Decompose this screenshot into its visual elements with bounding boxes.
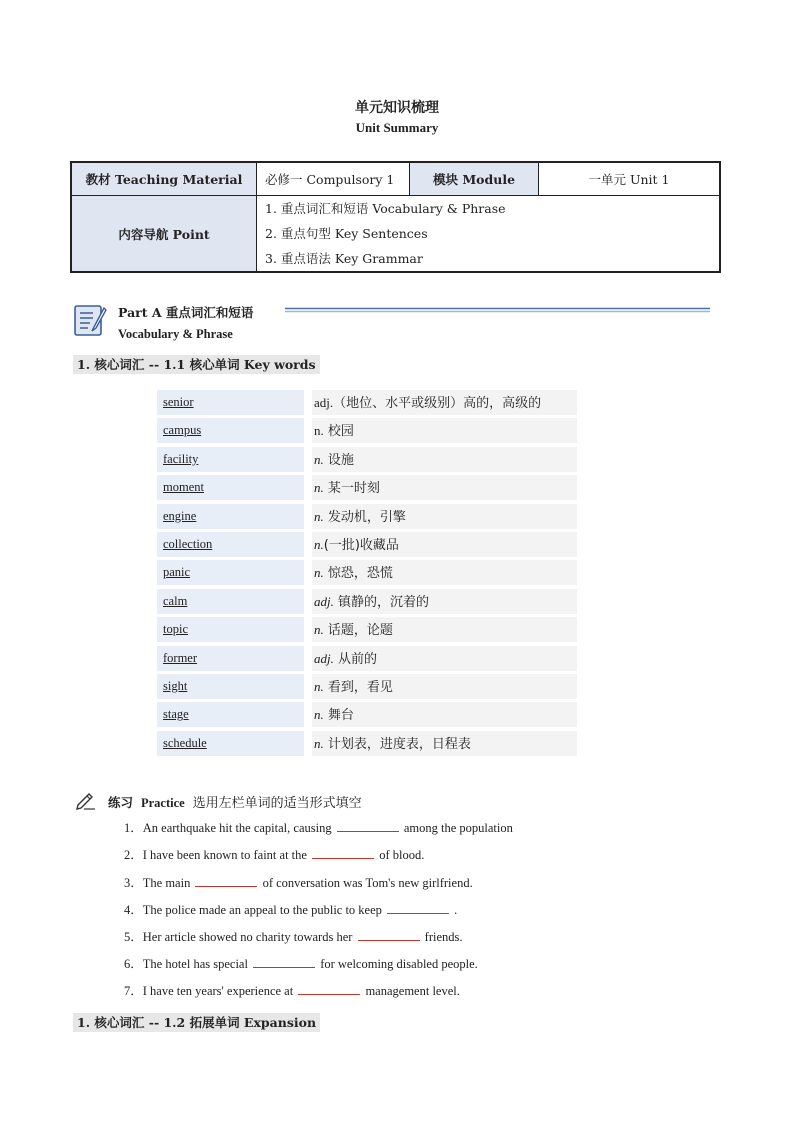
vocab-row bbox=[157, 416, 577, 444]
exercise-text-before: An earthquake hit the capital, causing bbox=[142, 821, 332, 835]
vocab-pos: n. bbox=[314, 423, 324, 439]
part-a-title: Part A 重点词汇和短语 bbox=[118, 305, 254, 320]
exercise-item bbox=[124, 873, 473, 891]
exercise-number: 3． bbox=[124, 876, 143, 890]
exercise-text-after: of conversation was Tom's new girlfriend. bbox=[262, 876, 473, 890]
vocab-pos: n. bbox=[314, 480, 324, 496]
vocab-definition bbox=[312, 475, 577, 500]
exercise-item bbox=[124, 818, 513, 836]
vocab-meaning: 从前的 bbox=[333, 651, 378, 667]
vocab-pos: n. bbox=[314, 622, 324, 638]
vocab-definition bbox=[312, 532, 577, 557]
material-label: 教材 Teaching Material bbox=[71, 162, 257, 196]
vocab-pos: n. bbox=[314, 678, 324, 694]
answer-blank[interactable] bbox=[387, 902, 449, 914]
vocab-row bbox=[157, 388, 577, 416]
vocab-definition bbox=[312, 390, 577, 415]
vocab-pos: adj. bbox=[314, 650, 334, 666]
vocab-definition bbox=[312, 447, 577, 472]
exercise-text-before: I have been known to faint at the bbox=[142, 848, 307, 862]
module-label: 模块 Module bbox=[410, 162, 539, 196]
vocab-row bbox=[157, 700, 577, 728]
vocab-word: sight bbox=[157, 674, 304, 699]
vocab-definition bbox=[312, 702, 577, 727]
vocab-word: engine bbox=[157, 504, 304, 529]
vocab-word: senior bbox=[157, 390, 304, 415]
exercise-text-after: for welcoming disabled people. bbox=[320, 957, 478, 971]
vocab-word: former bbox=[157, 646, 304, 671]
vocab-meaning: 计划表，进度表，日程表 bbox=[323, 736, 471, 752]
answer-blank[interactable] bbox=[253, 956, 315, 968]
vocab-word: schedule bbox=[157, 731, 304, 756]
page-subtitle: Unit Summary bbox=[355, 120, 439, 135]
vocab-row bbox=[157, 445, 577, 473]
practice-instruction: 选用左栏单词的适当形式填空 bbox=[192, 796, 362, 811]
vocab-definition bbox=[312, 504, 577, 529]
practice-label-en: Practice bbox=[140, 796, 185, 810]
vocab-pos: n. bbox=[314, 707, 324, 723]
practice-title bbox=[108, 792, 362, 811]
vocab-meaning: 惊恐，恐慌 bbox=[323, 566, 393, 582]
vocab-meaning: 话题，论题 bbox=[323, 623, 393, 639]
vocab-definition bbox=[312, 589, 577, 614]
point-item: 2. 重点句型 Key Sentences bbox=[265, 226, 428, 241]
vocab-pos: n. bbox=[314, 565, 324, 581]
vocab-row bbox=[157, 587, 577, 615]
decorative-rule bbox=[285, 307, 710, 313]
exercise-number: 2． bbox=[124, 848, 143, 862]
exercise-number: 1． bbox=[124, 821, 143, 835]
vocab-row bbox=[157, 530, 577, 558]
section-heading-keywords: 1. 核心词汇 -- 1.1 核心单词 Key words bbox=[73, 355, 320, 374]
exercise-text-before: The hotel has special bbox=[142, 957, 248, 971]
exercise-text-after: of blood. bbox=[379, 848, 425, 862]
material-value: 必修一 Compulsory 1 bbox=[257, 162, 410, 196]
vocab-meaning: (一批)收藏品 bbox=[323, 537, 399, 553]
answer-blank[interactable] bbox=[298, 983, 360, 995]
page-title: 单元知识梳理 bbox=[355, 100, 439, 116]
exercise-item bbox=[124, 900, 457, 918]
vocab-meaning: 设施 bbox=[323, 452, 354, 468]
info-table bbox=[70, 161, 721, 273]
vocab-row bbox=[157, 558, 577, 586]
exercise-item bbox=[124, 981, 460, 999]
practice-label: 练习 bbox=[108, 795, 134, 810]
exercise-number: 7． bbox=[124, 984, 143, 998]
vocab-definition bbox=[312, 674, 577, 699]
answer-blank[interactable] bbox=[337, 820, 399, 832]
vocab-meaning: 某一时刻 bbox=[323, 481, 380, 497]
vocab-definition bbox=[312, 418, 577, 443]
exercise-text-before: Her article showed no charity towards her bbox=[142, 930, 353, 944]
vocab-row bbox=[157, 502, 577, 530]
vocab-meaning: 舞台 bbox=[323, 708, 354, 724]
exercise-text-before: I have ten years' experience at bbox=[142, 984, 294, 998]
vocab-meaning: 看到，看见 bbox=[323, 679, 393, 695]
answer-blank[interactable] bbox=[195, 875, 257, 887]
exercise-item bbox=[124, 927, 463, 945]
exercise-item bbox=[124, 845, 424, 863]
point-list bbox=[257, 196, 721, 273]
answer-blank[interactable] bbox=[312, 847, 374, 859]
section-heading-expansion: 1. 核心词汇 -- 1.2 拓展单词 Expansion bbox=[73, 1013, 320, 1032]
pencil-icon bbox=[74, 790, 96, 810]
vocab-definition bbox=[312, 646, 577, 671]
vocab-pos: adj. bbox=[314, 395, 334, 410]
vocab-definition bbox=[312, 617, 577, 642]
vocab-pos: adj. bbox=[314, 593, 334, 609]
vocab-pos: n. bbox=[314, 508, 324, 524]
vocab-pos: n. bbox=[314, 735, 324, 751]
vocab-word: campus bbox=[157, 418, 304, 443]
vocab-word: topic bbox=[157, 617, 304, 642]
vocab-definition bbox=[312, 560, 577, 585]
exercise-number: 5． bbox=[124, 930, 143, 944]
point-label: 内容导航 Point bbox=[71, 196, 257, 273]
vocab-meaning: （地位、水平或级别）高的，高级的 bbox=[333, 396, 542, 411]
vocab-meaning: 镇静的，沉着的 bbox=[333, 594, 430, 610]
vocab-pos: n. bbox=[314, 451, 324, 467]
exercise-text-after: . bbox=[454, 903, 458, 917]
vocab-word: calm bbox=[157, 589, 304, 614]
exercise-number: 6． bbox=[124, 957, 143, 971]
vocab-row bbox=[157, 672, 577, 700]
vocab-meaning: 校园 bbox=[323, 424, 354, 440]
vocab-table bbox=[157, 388, 577, 757]
vocab-word: panic bbox=[157, 560, 304, 585]
exercise-text-after: friends. bbox=[424, 930, 463, 944]
point-item: 1. 重点词汇和短语 Vocabulary & Phrase bbox=[265, 201, 506, 216]
vocab-word: moment bbox=[157, 475, 304, 500]
module-value: 一单元 Unit 1 bbox=[539, 162, 721, 196]
vocab-word: collection bbox=[157, 532, 304, 557]
part-a-subtitle: Vocabulary & Phrase bbox=[118, 327, 233, 341]
exercise-item bbox=[124, 954, 478, 972]
vocab-row bbox=[157, 473, 577, 501]
vocab-row bbox=[157, 615, 577, 643]
answer-blank[interactable] bbox=[358, 929, 420, 941]
vocab-row bbox=[157, 644, 577, 672]
exercise-text-after: among the population bbox=[403, 821, 513, 835]
point-item: 3. 重点语法 Key Grammar bbox=[265, 251, 423, 266]
exercise-text-before: The police made an appeal to the public to keep bbox=[142, 903, 382, 917]
vocab-pos: n. bbox=[314, 536, 324, 552]
exercise-number: 4． bbox=[124, 903, 143, 917]
vocab-meaning: 发动机，引擎 bbox=[323, 509, 406, 525]
vocab-word: stage bbox=[157, 702, 304, 727]
exercise-text-after: management level. bbox=[365, 984, 460, 998]
vocab-row bbox=[157, 729, 577, 757]
vocab-definition bbox=[312, 731, 577, 756]
vocab-word: facility bbox=[157, 447, 304, 472]
exercise-text-before: The main bbox=[142, 876, 191, 890]
notebook-icon bbox=[73, 303, 107, 337]
